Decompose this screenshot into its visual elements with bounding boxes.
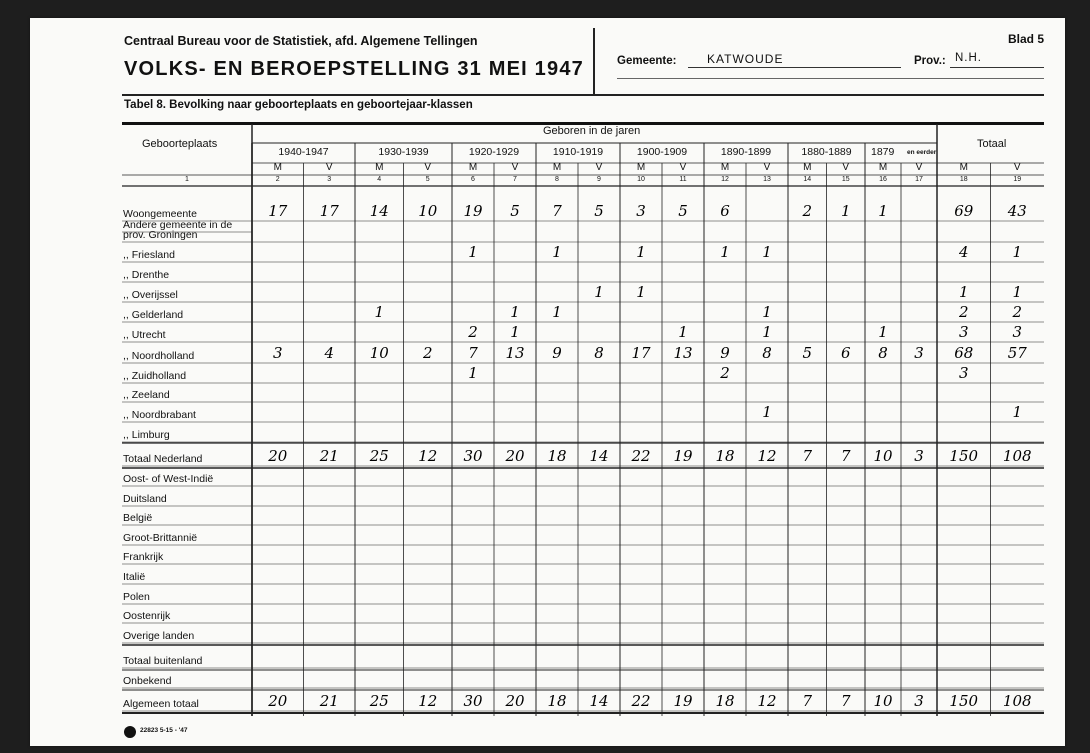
handwritten-value: 3 — [272, 344, 283, 362]
period-header: 1880-1889 — [801, 146, 852, 158]
row-label-5: ,, Overijssel — [123, 289, 178, 301]
printer-logo-icon — [124, 726, 136, 738]
row-label-24: Onbekend — [123, 675, 172, 687]
gemeente-value: KATWOUDE — [707, 52, 784, 66]
column-number: 15 — [841, 176, 850, 183]
handwritten-value: 1 — [878, 202, 888, 220]
handwritten-value: 1 — [510, 303, 520, 321]
column-number: 7 — [513, 176, 517, 183]
handwritten-value: 14 — [589, 692, 609, 710]
row-label-11: ,, Noordbrabant — [123, 409, 196, 421]
row-label-22: Overige landen — [123, 630, 195, 642]
row-label-21: Oostenrijk — [123, 610, 171, 622]
handwritten-value: 12 — [418, 447, 438, 465]
male-subheader: M — [878, 162, 888, 173]
male-subheader: M — [720, 162, 730, 173]
period-header: 1879 — [871, 146, 895, 158]
female-subheader: V — [1013, 162, 1021, 173]
handwritten-value: 2 — [1012, 303, 1023, 321]
female-subheader: V — [915, 162, 923, 173]
female-subheader: V — [842, 162, 850, 173]
handwritten-value: 10 — [418, 202, 438, 220]
handwritten-value: 3 — [1012, 323, 1023, 341]
handwritten-value: 68 — [954, 344, 974, 362]
handwritten-value: 19 — [673, 447, 693, 465]
handwritten-value: 7 — [802, 447, 813, 465]
period-header: 1920-1929 — [468, 146, 520, 158]
handwritten-value: 12 — [418, 692, 438, 710]
handwritten-value: 8 — [762, 344, 772, 362]
period-header: 1940-1947 — [278, 146, 329, 158]
handwritten-value: 8 — [594, 344, 604, 362]
form-title: VOLKS- EN BEROEPSTELLING 31 MEI 1947 — [124, 58, 584, 80]
handwritten-value: 25 — [369, 692, 389, 710]
handwritten-value: 1 — [552, 243, 562, 261]
female-subheader: V — [595, 162, 603, 173]
handwritten-value: 5 — [802, 344, 813, 362]
handwritten-value: 108 — [1002, 447, 1032, 465]
handwritten-value: 20 — [505, 447, 525, 465]
handwritten-value: 1 — [878, 323, 888, 341]
handwritten-value: 19 — [673, 692, 693, 710]
handwritten-value: 22 — [631, 447, 651, 465]
period-header: 1900-1909 — [636, 146, 688, 158]
handwritten-value: 2 — [422, 344, 433, 362]
column-number: 12 — [721, 176, 729, 183]
row-label-19: Italië — [123, 571, 146, 583]
handwritten-value: 10 — [873, 447, 893, 465]
handwritten-value: 2 — [468, 323, 478, 341]
column-number: 3 — [327, 176, 332, 183]
female-subheader: V — [763, 162, 771, 173]
handwritten-value: 13 — [673, 344, 693, 362]
column-number: 16 — [879, 176, 887, 183]
handwritten-value: 1 — [678, 323, 688, 341]
table-title: Tabel 8. Bevolking naar geboorteplaats en geboortejaar-klassen — [124, 99, 473, 111]
handwritten-value: 22 — [631, 692, 651, 710]
handwritten-value: 14 — [589, 447, 609, 465]
period-header: 1890-1899 — [720, 146, 772, 158]
handwritten-value: 3 — [914, 692, 924, 710]
handwritten-value: 8 — [878, 344, 888, 362]
male-subheader: M — [468, 162, 478, 173]
place-column-header: Geboorteplaats — [142, 138, 218, 150]
handwritten-value: 7 — [840, 692, 851, 710]
column-number: 9 — [597, 176, 601, 183]
handwritten-value: 6 — [840, 344, 851, 362]
column-number: 8 — [555, 176, 559, 183]
gemeente-label: Gemeente: — [617, 55, 677, 67]
handwritten-value: 18 — [715, 447, 735, 465]
handwritten-value: 4 — [958, 243, 969, 261]
male-subheader: M — [552, 162, 562, 173]
handwritten-value: 20 — [268, 692, 288, 710]
row-label-18: Frankrijk — [123, 551, 164, 563]
handwritten-value: 1 — [1012, 403, 1023, 421]
handwritten-value: 7 — [468, 344, 478, 362]
handwritten-value: 2 — [802, 202, 813, 220]
male-subheader: M — [636, 162, 646, 173]
handwritten-value: 1 — [636, 283, 646, 301]
handwritten-value: 21 — [319, 447, 339, 465]
row-label-25: Algemeen totaal — [123, 698, 199, 710]
handwritten-value: 1 — [762, 323, 772, 341]
organization-name: Centraal Bureau voor de Statistiek, afd. Algemene Tellingen — [124, 34, 478, 48]
row-label-15: Duitsland — [123, 493, 167, 505]
row-label-2: prov. Groningen — [123, 229, 198, 241]
female-subheader: V — [424, 162, 432, 173]
handwritten-value: 5 — [678, 202, 688, 220]
column-number: 2 — [275, 176, 280, 183]
handwritten-value: 9 — [720, 344, 730, 362]
handwritten-value: 17 — [319, 202, 339, 220]
handwritten-value: 150 — [949, 447, 979, 465]
handwritten-value: 2 — [958, 303, 969, 321]
province-label: Prov.: — [914, 55, 946, 67]
column-number: 13 — [763, 176, 771, 183]
row-label-3: ,, Friesland — [123, 249, 175, 261]
handwritten-value: 1 — [762, 303, 772, 321]
handwritten-value: 30 — [463, 692, 483, 710]
handwritten-value: 20 — [505, 692, 525, 710]
female-subheader: V — [511, 162, 519, 173]
handwritten-value: 5 — [594, 202, 604, 220]
row-label-23: Totaal buitenland — [123, 655, 203, 667]
handwritten-value: 4 — [324, 344, 335, 362]
handwritten-value: 150 — [949, 692, 979, 710]
handwritten-value: 18 — [547, 692, 567, 710]
male-subheader: M — [375, 162, 384, 173]
handwritten-value: 1 — [720, 243, 730, 261]
row-label-0: Woongemeente — [123, 208, 197, 220]
handwritten-value: 3 — [958, 364, 969, 382]
handwritten-value: 69 — [954, 202, 974, 220]
row-label-14: Oost- of West-Indië — [123, 473, 214, 485]
column-number: 18 — [959, 176, 968, 183]
handwritten-value: 3 — [914, 447, 924, 465]
handwritten-value: 1 — [510, 323, 520, 341]
male-subheader: M — [803, 162, 812, 173]
page-number: Blad 5 — [1008, 32, 1045, 46]
row-label-6: ,, Gelderland — [123, 309, 184, 321]
handwritten-value: 6 — [720, 202, 730, 220]
handwritten-value: 25 — [369, 447, 389, 465]
total-column-header: Totaal — [977, 138, 1007, 150]
handwritten-value: 10 — [369, 344, 389, 362]
handwritten-value: 17 — [631, 344, 651, 362]
column-number: 6 — [471, 176, 475, 183]
female-subheader: V — [325, 162, 333, 173]
census-form-sheet — [30, 18, 1065, 746]
handwritten-value: 7 — [840, 447, 851, 465]
row-label-1: Andere gemeente in de — [123, 219, 233, 231]
row-label-12: ,, Limburg — [123, 429, 170, 441]
handwritten-value: 1 — [1012, 283, 1023, 301]
female-subheader: V — [679, 162, 687, 173]
handwritten-value: 1 — [374, 303, 385, 321]
handwritten-value: 19 — [463, 202, 483, 220]
handwritten-value: 12 — [757, 447, 777, 465]
column-number: 14 — [803, 176, 812, 183]
handwritten-value: 1 — [1012, 243, 1023, 261]
column-number: 4 — [377, 176, 382, 183]
handwritten-value: 1 — [958, 283, 969, 301]
row-label-20: Polen — [123, 591, 150, 603]
handwritten-value: 12 — [757, 692, 777, 710]
handwritten-value: 5 — [510, 202, 520, 220]
row-label-17: Groot-Brittannië — [123, 532, 198, 544]
column-number: 11 — [679, 176, 687, 183]
handwritten-value: 1 — [762, 243, 772, 261]
column-number: 1 — [185, 176, 189, 183]
period-header-suffix: en eerder — [907, 149, 937, 156]
handwritten-value: 21 — [319, 692, 339, 710]
column-number: 17 — [915, 176, 923, 183]
handwritten-value: 2 — [720, 364, 730, 382]
province-value: N.H. — [955, 52, 982, 64]
handwritten-value: 1 — [468, 243, 478, 261]
row-label-4: ,, Drenthe — [123, 269, 170, 281]
row-label-7: ,, Utrecht — [123, 329, 166, 341]
years-group-header: Geboren in de jaren — [543, 125, 641, 137]
handwritten-value: 17 — [268, 202, 288, 220]
handwritten-value: 1 — [636, 243, 646, 261]
handwritten-value: 43 — [1007, 202, 1027, 220]
handwritten-value: 1 — [762, 403, 772, 421]
handwritten-value: 20 — [268, 447, 288, 465]
column-number: 10 — [637, 176, 645, 183]
row-label-9: ,, Zuidholland — [123, 370, 187, 382]
period-header: 1930-1939 — [378, 146, 429, 158]
handwritten-value: 1 — [552, 303, 562, 321]
handwritten-value: 3 — [636, 202, 646, 220]
handwritten-value: 1 — [468, 364, 478, 382]
handwritten-value: 3 — [958, 323, 969, 341]
handwritten-value: 7 — [802, 692, 813, 710]
column-number: 19 — [1013, 176, 1022, 183]
male-subheader: M — [959, 162, 968, 173]
handwritten-value: 1 — [594, 283, 604, 301]
row-label-16: België — [123, 512, 153, 524]
handwritten-value: 14 — [369, 202, 389, 220]
handwritten-value: 57 — [1007, 344, 1027, 362]
handwritten-value: 7 — [552, 202, 562, 220]
row-label-10: ,, Zeeland — [123, 389, 170, 401]
handwritten-value: 3 — [914, 344, 924, 362]
row-label-8: ,, Noordholland — [123, 350, 195, 362]
handwritten-value: 30 — [463, 447, 483, 465]
row-label-13: Totaal Nederland — [123, 453, 203, 465]
handwritten-value: 18 — [547, 447, 567, 465]
period-header: 1910-1919 — [552, 146, 604, 158]
print-code: 22823 5-15 - '47 — [140, 727, 188, 734]
handwritten-value: 10 — [873, 692, 893, 710]
male-subheader: M — [273, 162, 282, 173]
handwritten-value: 13 — [505, 344, 525, 362]
handwritten-value: 18 — [715, 692, 735, 710]
handwritten-value: 1 — [840, 202, 851, 220]
column-number: 5 — [425, 176, 430, 183]
handwritten-value: 108 — [1002, 692, 1032, 710]
handwritten-value: 9 — [552, 344, 562, 362]
